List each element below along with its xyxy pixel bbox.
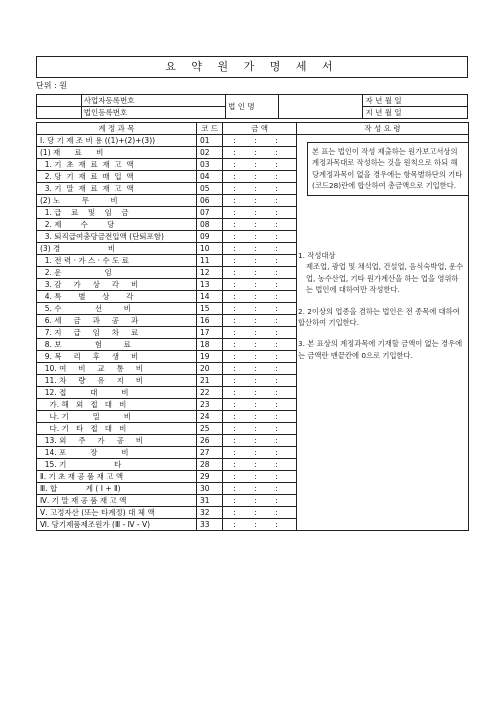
row-amount[interactable]: : : : [223,459,297,471]
row-amount[interactable]: : : : [223,195,297,207]
row-amount[interactable]: : : : [223,267,297,279]
row-code: 24 [197,411,223,423]
col-code: 코 드 [197,123,223,135]
row-amount[interactable]: : : : [223,279,297,291]
row-label: Ⅱ. 기 초 재 공 품 재 고 액 [37,471,197,483]
row-amount[interactable]: : : : [223,375,297,387]
row-amount[interactable]: : : : [223,435,297,447]
row-label: Ⅴ. 고정자산 (또는 타계정) 대 체 액 [37,507,197,519]
row-label: 3. 감 가 상 각 비 [37,279,197,291]
row-amount[interactable]: : : : [223,447,297,459]
row-label: Ⅲ. 합 계 ( Ⅰ + Ⅱ) [37,483,197,495]
row-label: 가. 해 외 접 대 비 [37,399,197,411]
header-table [36,94,468,119]
form-title: 요 약 원 가 명 세 서 [36,56,468,78]
note-1-title: 1. 작성대상 [298,251,336,260]
row-code: 15 [197,303,223,315]
row-amount[interactable]: : : : [223,315,297,327]
row-code: 26 [197,435,223,447]
row-code: 11 [197,255,223,267]
row-code: 29 [197,471,223,483]
row-amount[interactable]: : : : [223,495,297,507]
row-label: 13. 외 주 가 공 비 [37,435,197,447]
row-amount[interactable]: : : : [223,255,297,267]
row-label: 9. 복 리 후 생 비 [37,351,197,363]
row-code: 06 [197,195,223,207]
row-code: 19 [197,351,223,363]
row-label: 1. 급 료 및 임 금 [37,207,197,219]
row-amount[interactable]: : : : [223,243,297,255]
row-amount[interactable]: : : : [223,207,297,219]
row-amount[interactable]: : : : [223,135,297,147]
row-amount[interactable]: : : : [223,183,297,195]
row-label: Ⅰ. 당 기 제 조 비 용 ((1)+(2)+(3)) [37,135,197,147]
row-label: 6. 세 금 과 공 과 [37,315,197,327]
row-code: 03 [197,159,223,171]
row-amount[interactable]: : : : [223,159,297,171]
row-label: 1. 전 력 · 가 스 · 수 도 료 [37,255,197,267]
row-label: 2. 당 기 재 료 매 입 액 [37,171,197,183]
row-label: (2) 노 무 비 [37,195,197,207]
row-amount[interactable]: : : : [223,507,297,519]
row-amount[interactable]: : : : [223,519,297,531]
row-code: 16 [197,315,223,327]
row-label: 10. 여 비 교 통 비 [37,363,197,375]
row-code: 01 [197,135,223,147]
corp-name-label: 법 인 명 [226,95,279,119]
row-code: 30 [197,483,223,495]
row-label: 4. 특 별 상 각 [37,291,197,303]
row-label: 2. 제 수 당 [37,219,197,231]
row-amount[interactable]: : : : [223,339,297,351]
row-amount[interactable]: : : : [223,483,297,495]
row-label: Ⅳ. 기 말 재 공 품 재 고 액 [37,495,197,507]
row-amount[interactable]: : : : [223,291,297,303]
row-code: 02 [197,147,223,159]
row-amount[interactable]: : : : [223,147,297,159]
period-from[interactable]: 자 년 월 일 [363,95,468,107]
row-amount[interactable]: : : : [223,231,297,243]
row-label: 2. 운 임 [37,267,197,279]
row-label: 14. 포 장 비 [37,447,197,459]
note-1-body: 제조업, 광업 및 채석업, 건설업, 음식숙박업, 운수업, 농수산업, 기타 원가계산을 하는 업을 영위하는 법인에 대하여만 작성한다. [306,262,464,295]
row-amount[interactable]: : : : [223,471,297,483]
row-label: (3) 경 비 [37,243,197,255]
corp-reg-no-label: 법인등록번호 [81,107,225,119]
row-code: 10 [197,243,223,255]
row-code: 18 [197,339,223,351]
note-3: 3. 본 표상의 계정과목에 기재할 금액이 없는 경우에는 금액란 맨끝칸에 0으로 기입한다. [298,339,463,360]
note-2: 2. 2이상의 업종을 겸하는 법인은 전 종목에 대하여 합산하여 기입한다. [298,306,460,328]
row-label: 8. 보 험 료 [37,339,197,351]
row-label: 15. 기 타 [37,459,197,471]
row-amount[interactable]: : : : [223,351,297,363]
row-label: (1) 재 료 비 [37,147,197,159]
row-label: 5. 수 선 비 [37,303,197,315]
biz-reg-no-label: 사업자등록번호 [81,95,225,107]
col-notes: 작 성 요 령 [297,123,469,135]
row-amount[interactable]: : : : [223,387,297,399]
row-code: 13 [197,279,223,291]
row-amount[interactable]: : : : [223,303,297,315]
column-header-row [37,123,469,135]
row-label: 11. 차 량 유 지 비 [37,375,197,387]
row-amount[interactable]: : : : [223,411,297,423]
row-code: 27 [197,447,223,459]
row-code: 17 [197,327,223,339]
row-label: 3. 기 말 재 료 재 고 액 [37,183,197,195]
period-to[interactable]: 지 년 월 일 [363,107,468,119]
row-amount[interactable]: : : : [223,327,297,339]
row-label: 나. 기 밀 비 [37,411,197,423]
row-label: 3. 퇴직급여충당금전입액 (단퇴포함) [37,231,197,243]
row-code: 22 [197,387,223,399]
unit-label: 단위 : 원 [36,81,67,90]
notes-list [298,250,464,361]
row-code: 04 [197,171,223,183]
row-code: 31 [197,495,223,507]
row-amount[interactable]: : : : [223,171,297,183]
row-label: 7. 지 급 임 차 료 [37,327,197,339]
row-code: 08 [197,219,223,231]
row-code: 07 [197,207,223,219]
row-label: 12. 접 대 비 [37,387,197,399]
row-code: 21 [197,375,223,387]
row-amount[interactable]: : : : [223,423,297,435]
row-code: 23 [197,399,223,411]
row-code: 12 [197,267,223,279]
row-label: 다. 기 타 접 대 비 [37,423,197,435]
row-code: 14 [197,291,223,303]
notes-box: 본 표는 법인이 작성 제출하는 원가보고서상의 계정과목대로 작성하는 것을 원칙으로 하되 해당계정과목이 없을 경우에는 항목별하단의 기타(코드28)란에 합산하여 총금액으로 기입한다. [307,142,469,196]
row-amount[interactable]: : : : [223,219,297,231]
row-code: 25 [197,423,223,435]
row-label: Ⅵ. 당기제품제조원가 (Ⅲ - Ⅳ - Ⅴ) [37,519,197,531]
row-label: 1. 기 초 재 료 재 고 액 [37,159,197,171]
row-code: 33 [197,519,223,531]
col-item: 계 정 과 목 [37,123,197,135]
row-code: 28 [197,459,223,471]
row-code: 09 [197,231,223,243]
row-code: 05 [197,183,223,195]
corp-name-field[interactable] [278,95,363,119]
row-amount[interactable]: : : : [223,363,297,375]
row-code: 20 [197,363,223,375]
col-amount: 금 액 [223,123,297,135]
row-amount[interactable]: : : : [223,399,297,411]
row-code: 32 [197,507,223,519]
